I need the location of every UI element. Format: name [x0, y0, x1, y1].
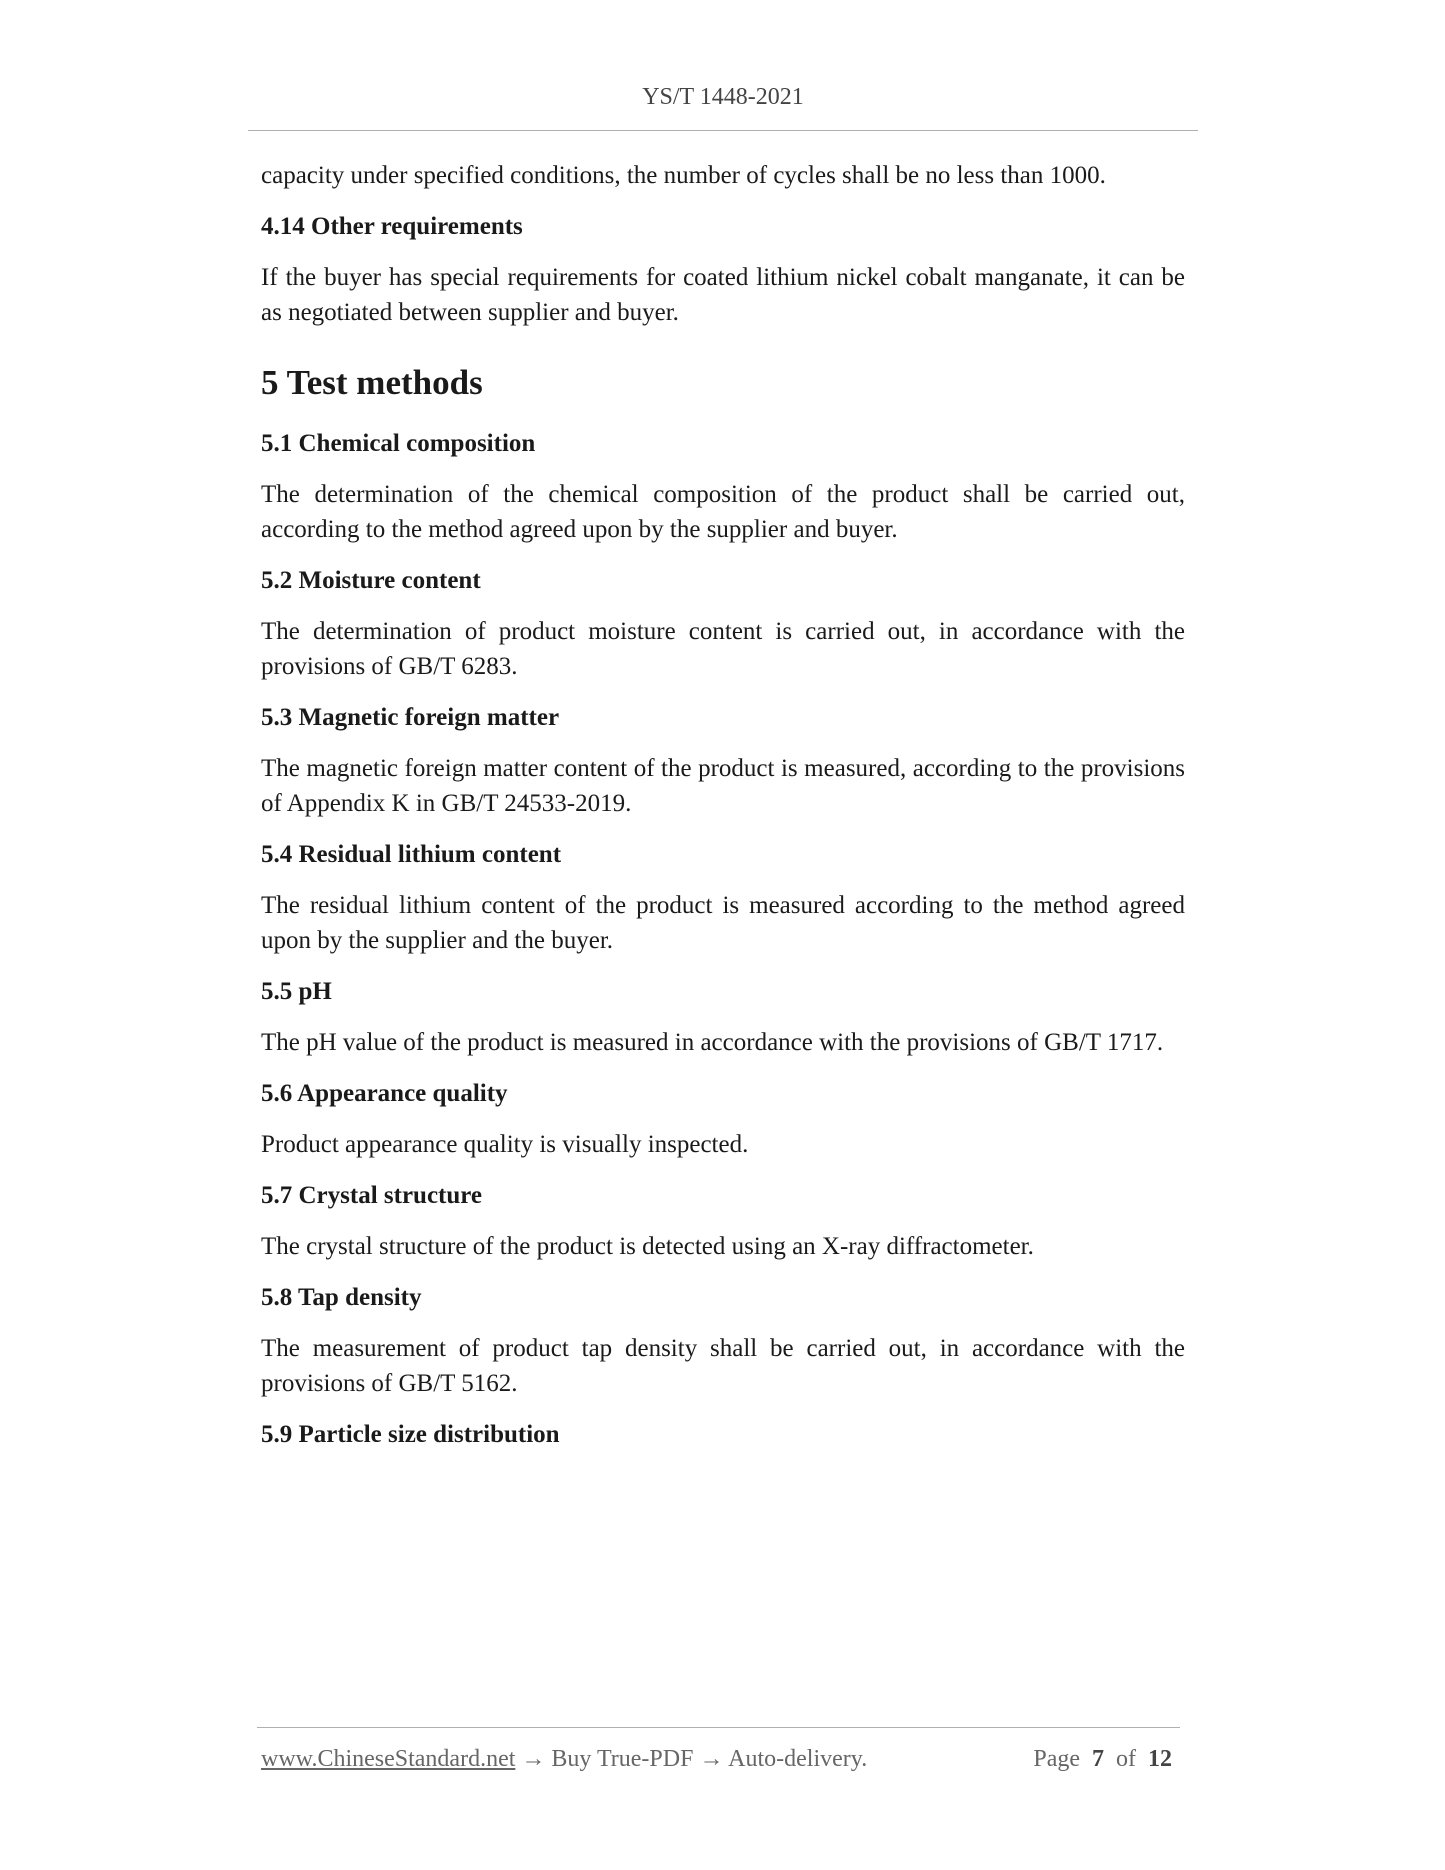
- section-5-8-text: The measurement of product tap density shall be carried out, in accordance with the provisions of GB/T 5162.: [261, 1335, 1185, 1397]
- auto-delivery-text: Auto-delivery.: [728, 1746, 868, 1772]
- website-link[interactable]: www.ChineseStandard.net: [261, 1746, 516, 1772]
- section-5-1-heading: 5.1 Chemical composition: [261, 430, 536, 457]
- section-5-5-heading: 5.5 pH: [261, 978, 332, 1005]
- section-4-14-text: If the buyer has special requirements for coated lithium nickel cobalt manganate, it can be as negotiated between supplier and buyer.: [261, 264, 1185, 326]
- section-5-2-text: The determination of product moisture content is carried out, in accordance with the provisions of GB/T 6283.: [261, 618, 1185, 680]
- section-5-4-heading: 5.4 Residual lithium content: [261, 841, 562, 868]
- section-5-3-heading: 5.3 Magnetic foreign matter: [261, 704, 560, 731]
- page-label: Page: [1033, 1746, 1080, 1772]
- section-5-2-heading: 5.2 Moisture content: [261, 567, 481, 594]
- section-5-8-heading: 5.8 Tap density: [261, 1284, 422, 1311]
- continuation-paragraph: capacity under specified conditions, the number of cycles shall be no less than 1000.: [261, 162, 1106, 189]
- section-5-6-heading: 5.6 Appearance quality: [261, 1080, 508, 1107]
- section-5-5-text: The pH value of the product is measured in accordance with the provisions of GB/T 1717.: [261, 1029, 1164, 1056]
- header-divider: [248, 130, 1198, 131]
- section-4-14-heading: 4.14 Other requirements: [261, 213, 523, 240]
- section-5-6-text: Product appearance quality is visually inspected.: [261, 1131, 749, 1158]
- section-5-1-text: The determination of the chemical composition of the product shall be carried out, according to the method agreed upon by the supplier and buyer.: [261, 481, 1185, 543]
- arrow-right-icon: →: [521, 1746, 546, 1772]
- page-total: 12: [1148, 1746, 1172, 1772]
- page-body: [261, 158, 1185, 1452]
- buy-pdf-text: Buy True-PDF: [551, 1746, 694, 1772]
- arrow-right-icon: →: [699, 1746, 724, 1772]
- page-of-label: of: [1116, 1746, 1136, 1772]
- section-5-7-text: The crystal structure of the product is detected using an X-ray diffractometer.: [261, 1233, 1034, 1260]
- section-5-3-text: The magnetic foreign matter content of the product is measured, according to the provisions of Appendix K in GB/T 24533-2019.: [261, 755, 1185, 817]
- footer-divider: [257, 1727, 1180, 1728]
- section-5-9-heading: 5.9 Particle size distribution: [261, 1421, 560, 1448]
- page-current: 7: [1092, 1746, 1104, 1772]
- page-number: [1033, 1746, 1172, 1773]
- running-header: YS/T 1448-2021: [642, 84, 804, 110]
- section-5-7-heading: 5.7 Crystal structure: [261, 1182, 483, 1209]
- footer-promo: [261, 1746, 867, 1773]
- section-5-heading: 5 Test methods: [261, 363, 483, 402]
- section-5-4-text: The residual lithium content of the product is measured according to the method agreed upon by the supplier and the buyer.: [261, 892, 1185, 954]
